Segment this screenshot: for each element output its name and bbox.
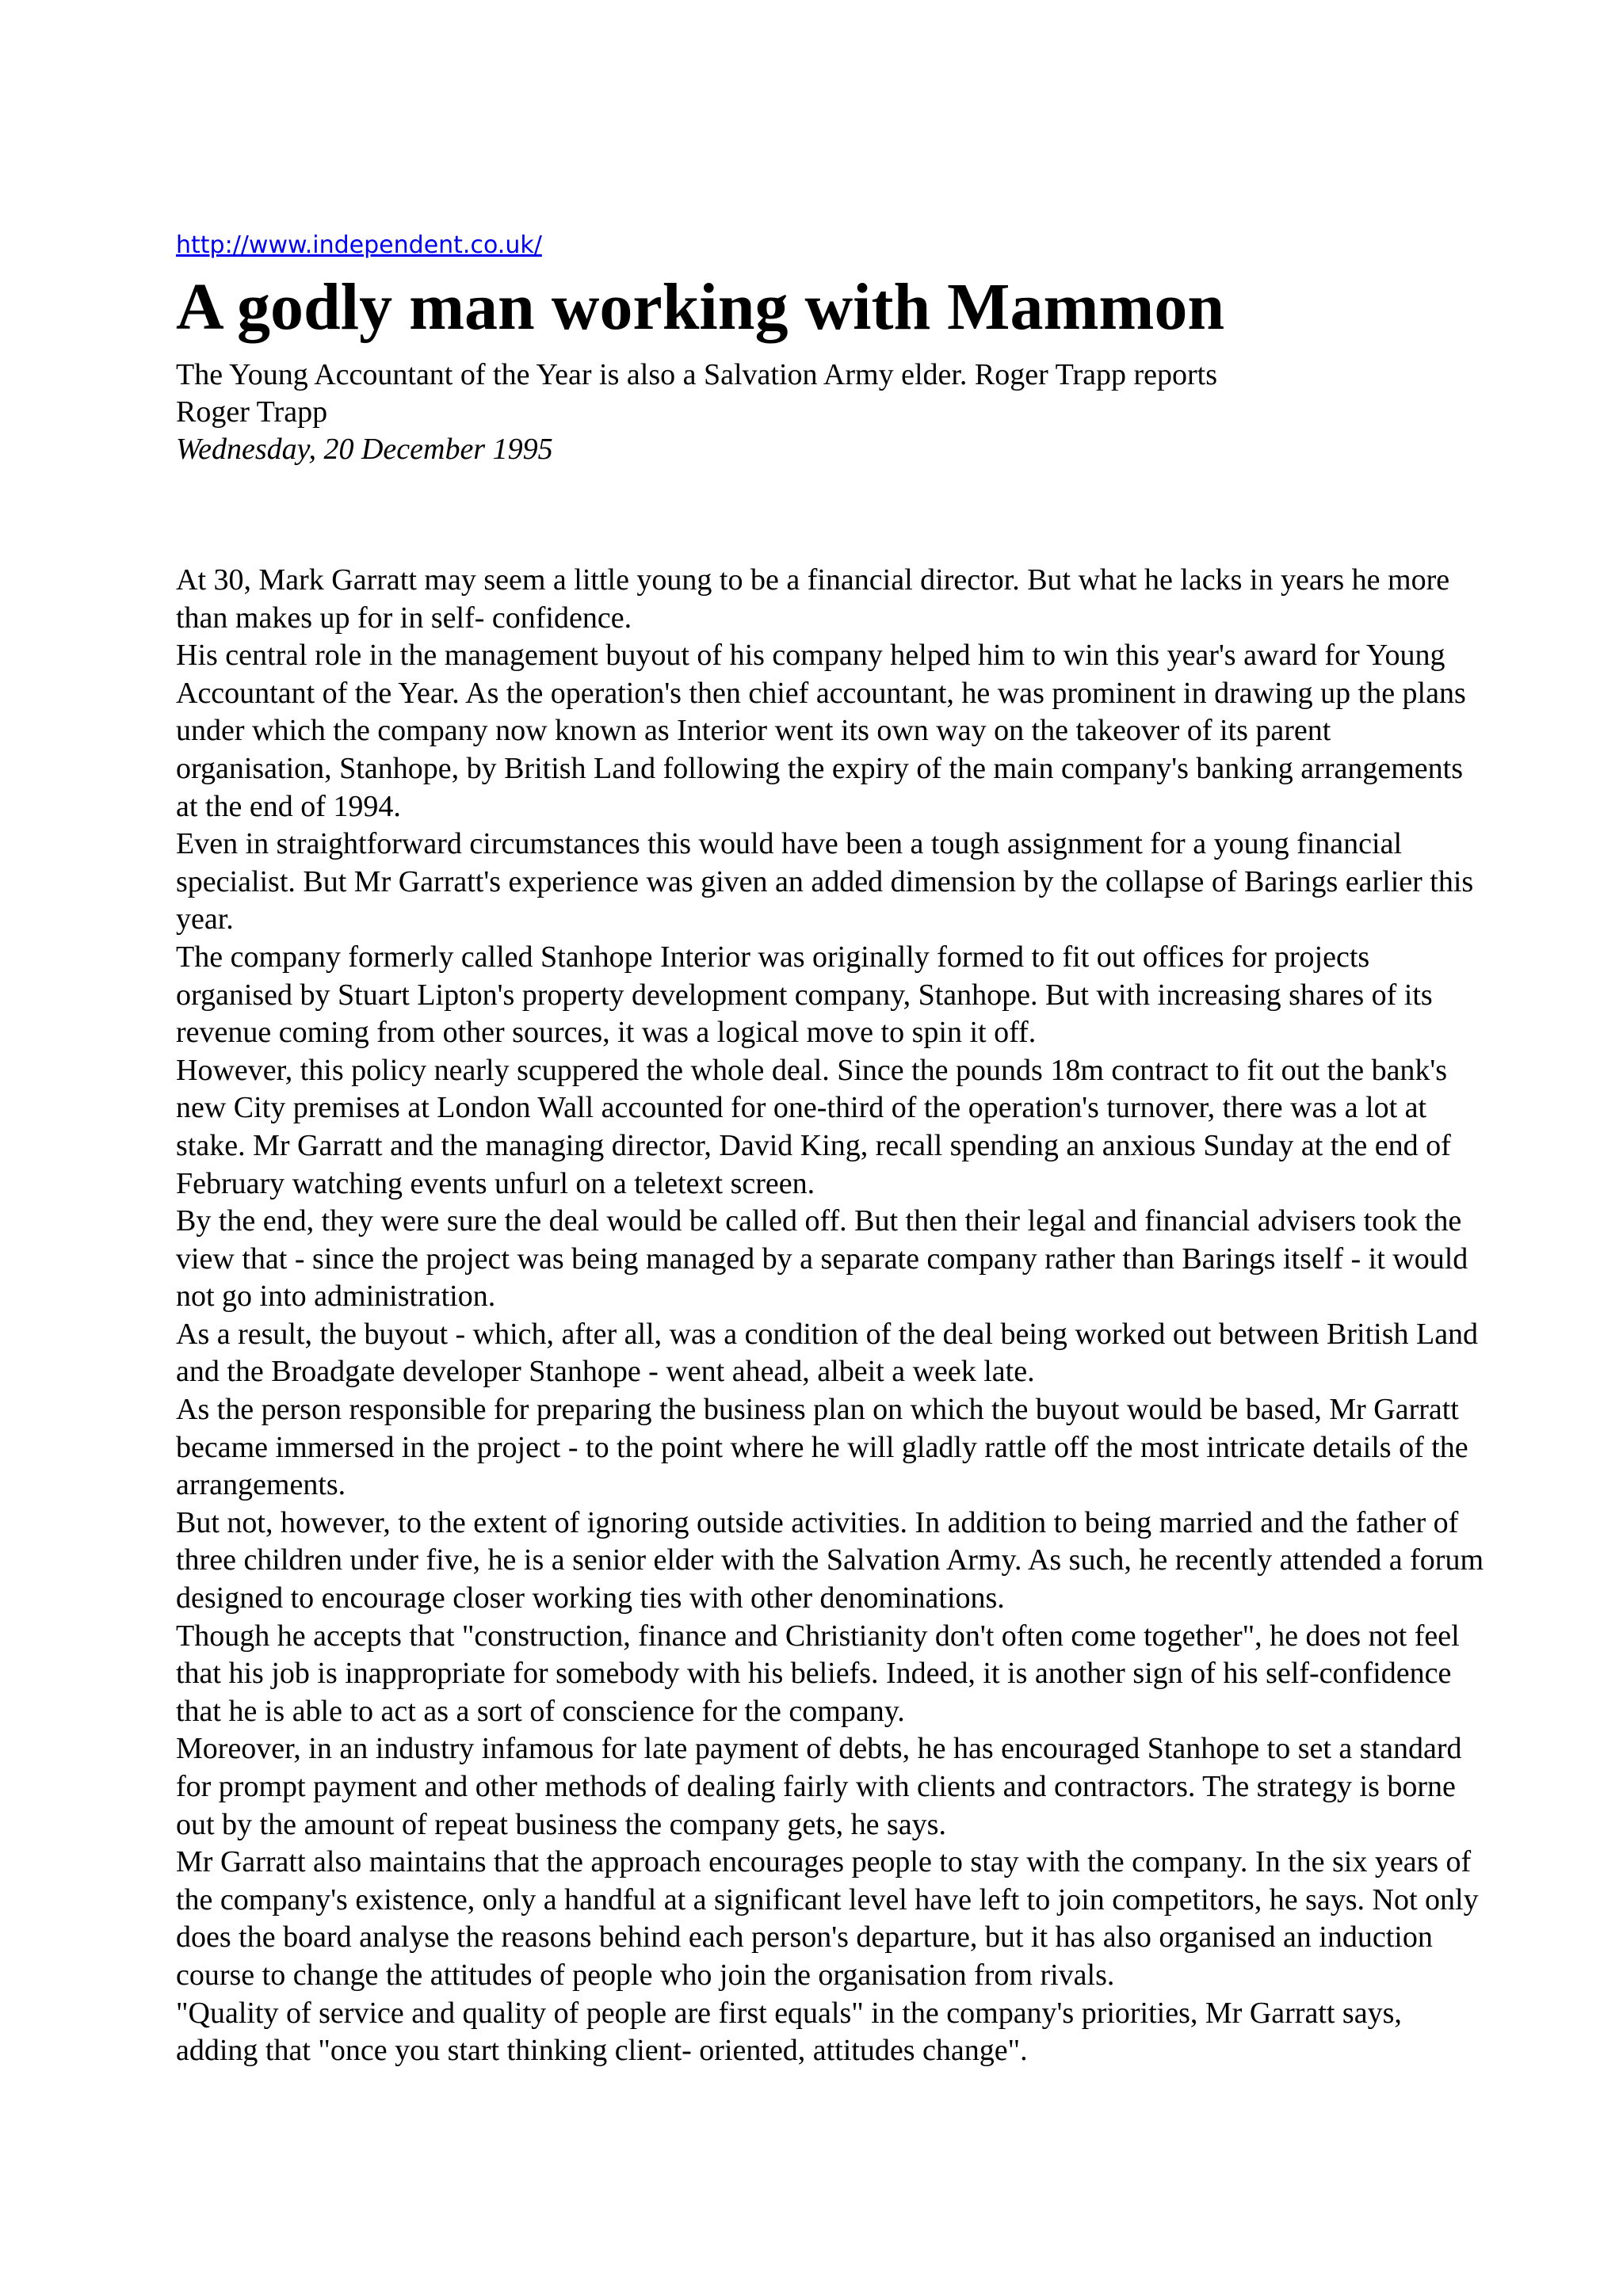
article-paragraph: By the end, they were sure the deal would be called off. But then their legal and financial advisers took the view that - since the project was being managed by a separate company rather than Barings itself - it would not go into administration. [176, 1204, 1468, 1314]
article-paragraph: The company formerly called Stanhope Interior was originally formed to fit out offices for projects organised by Stuart Lipton's property development company, Stanhope. But with increasing shares of its revenue coming from other sources, it was a logical move to spin it off. [176, 940, 1433, 1050]
article-paragraph: Moreover, in an industry infamous for late payment of debts, he has encouraged Stanhope to set a standard for prompt payment and other methods of dealing fairly with clients and contractors. The strategy is borne out by the amount of repeat business the company gets, he says. [176, 1732, 1462, 1841]
article-paragraph: Even in straightforward circumstances this would have been a tough assignment for a young financial specialist. But Mr Garratt's experience was given an added dimension by the collapse of Barings earlier this year. [176, 827, 1474, 936]
article-date: Wednesday, 20 December 1995 [176, 433, 553, 466]
article-standfirst: The Young Accountant of the Year is also a Salvation Army elder. Roger Trapp reports [176, 358, 1218, 391]
document-page [176, 230, 1484, 2070]
article-headline: A godly man working with Mammon [176, 270, 1225, 344]
article-paragraph: But not, however, to the extent of ignoring outside activities. In addition to being married and the father of three children under five, he is a senior elder with the Salvation Army. As such, he recently attended a forum designed to encourage closer working ties with other denominations. [176, 1505, 1484, 1615]
article-byline: Roger Trapp [176, 395, 328, 429]
article-body [176, 562, 1484, 2070]
article-paragraph: At 30, Mark Garratt may seem a little young to be a financial director. But what he lacks in years he more than makes up for in self- confidence. [176, 563, 1450, 635]
article-paragraph: His central role in the management buyout of his company helped him to win this year's award for Young Accountant of the Year. As the operation's then chief accountant, he was prominent in drawing up the plans under which the company now known as Interior went its own way on the takeover of its parent organisation, Stanhope, by British Land following the expiry of the main company's banking arrangements at the end of 1994. [176, 639, 1466, 823]
article-paragraph: Though he accepts that "construction, finance and Christianity don't often come together", he does not feel that his job is inappropriate for somebody with his beliefs. Indeed, it is another sign of his self-confidence that he is able to act as a sort of conscience for the company. [176, 1619, 1460, 1728]
source-link[interactable]: http://www.independent.co.uk/ [176, 231, 542, 259]
article-paragraph: As a result, the buyout - which, after all, was a condition of the deal being worked out between British Land and the Broadgate developer Stanhope - went ahead, albeit a week late. [176, 1317, 1479, 1389]
article-paragraph: Mr Garratt also maintains that the approach encourages people to stay with the company. In the six years of the company's existence, only a handful at a significant level have left to join competitors, he says. Not only does the board analyse the reasons behind each person's departure, but it has also organised an induction course to change the attitudes of people who join the organisation from rivals. [176, 1845, 1479, 1992]
article-paragraph: As the person responsible for preparing the business plan on which the buyout would be based, Mr Garratt became immersed in the project - to the point where he will gladly rattle off the most intricate details of the arrangements. [176, 1393, 1468, 1502]
article-paragraph: "Quality of service and quality of people are first equals" in the company's priorities, Mr Garratt says, adding that "once you start thinking client- oriented, attitudes change". [176, 1996, 1402, 2068]
article-paragraph: However, this policy nearly scuppered the whole deal. Since the pounds 18m contract to fit out the bank's new City premises at London Wall accounted for one-third of the operation's turnover, there was a lot at stake. Mr Garratt and the managing director, David King, recall spending an anxious Sunday at the end of February watching events unfurl on a teletext screen. [176, 1053, 1451, 1200]
